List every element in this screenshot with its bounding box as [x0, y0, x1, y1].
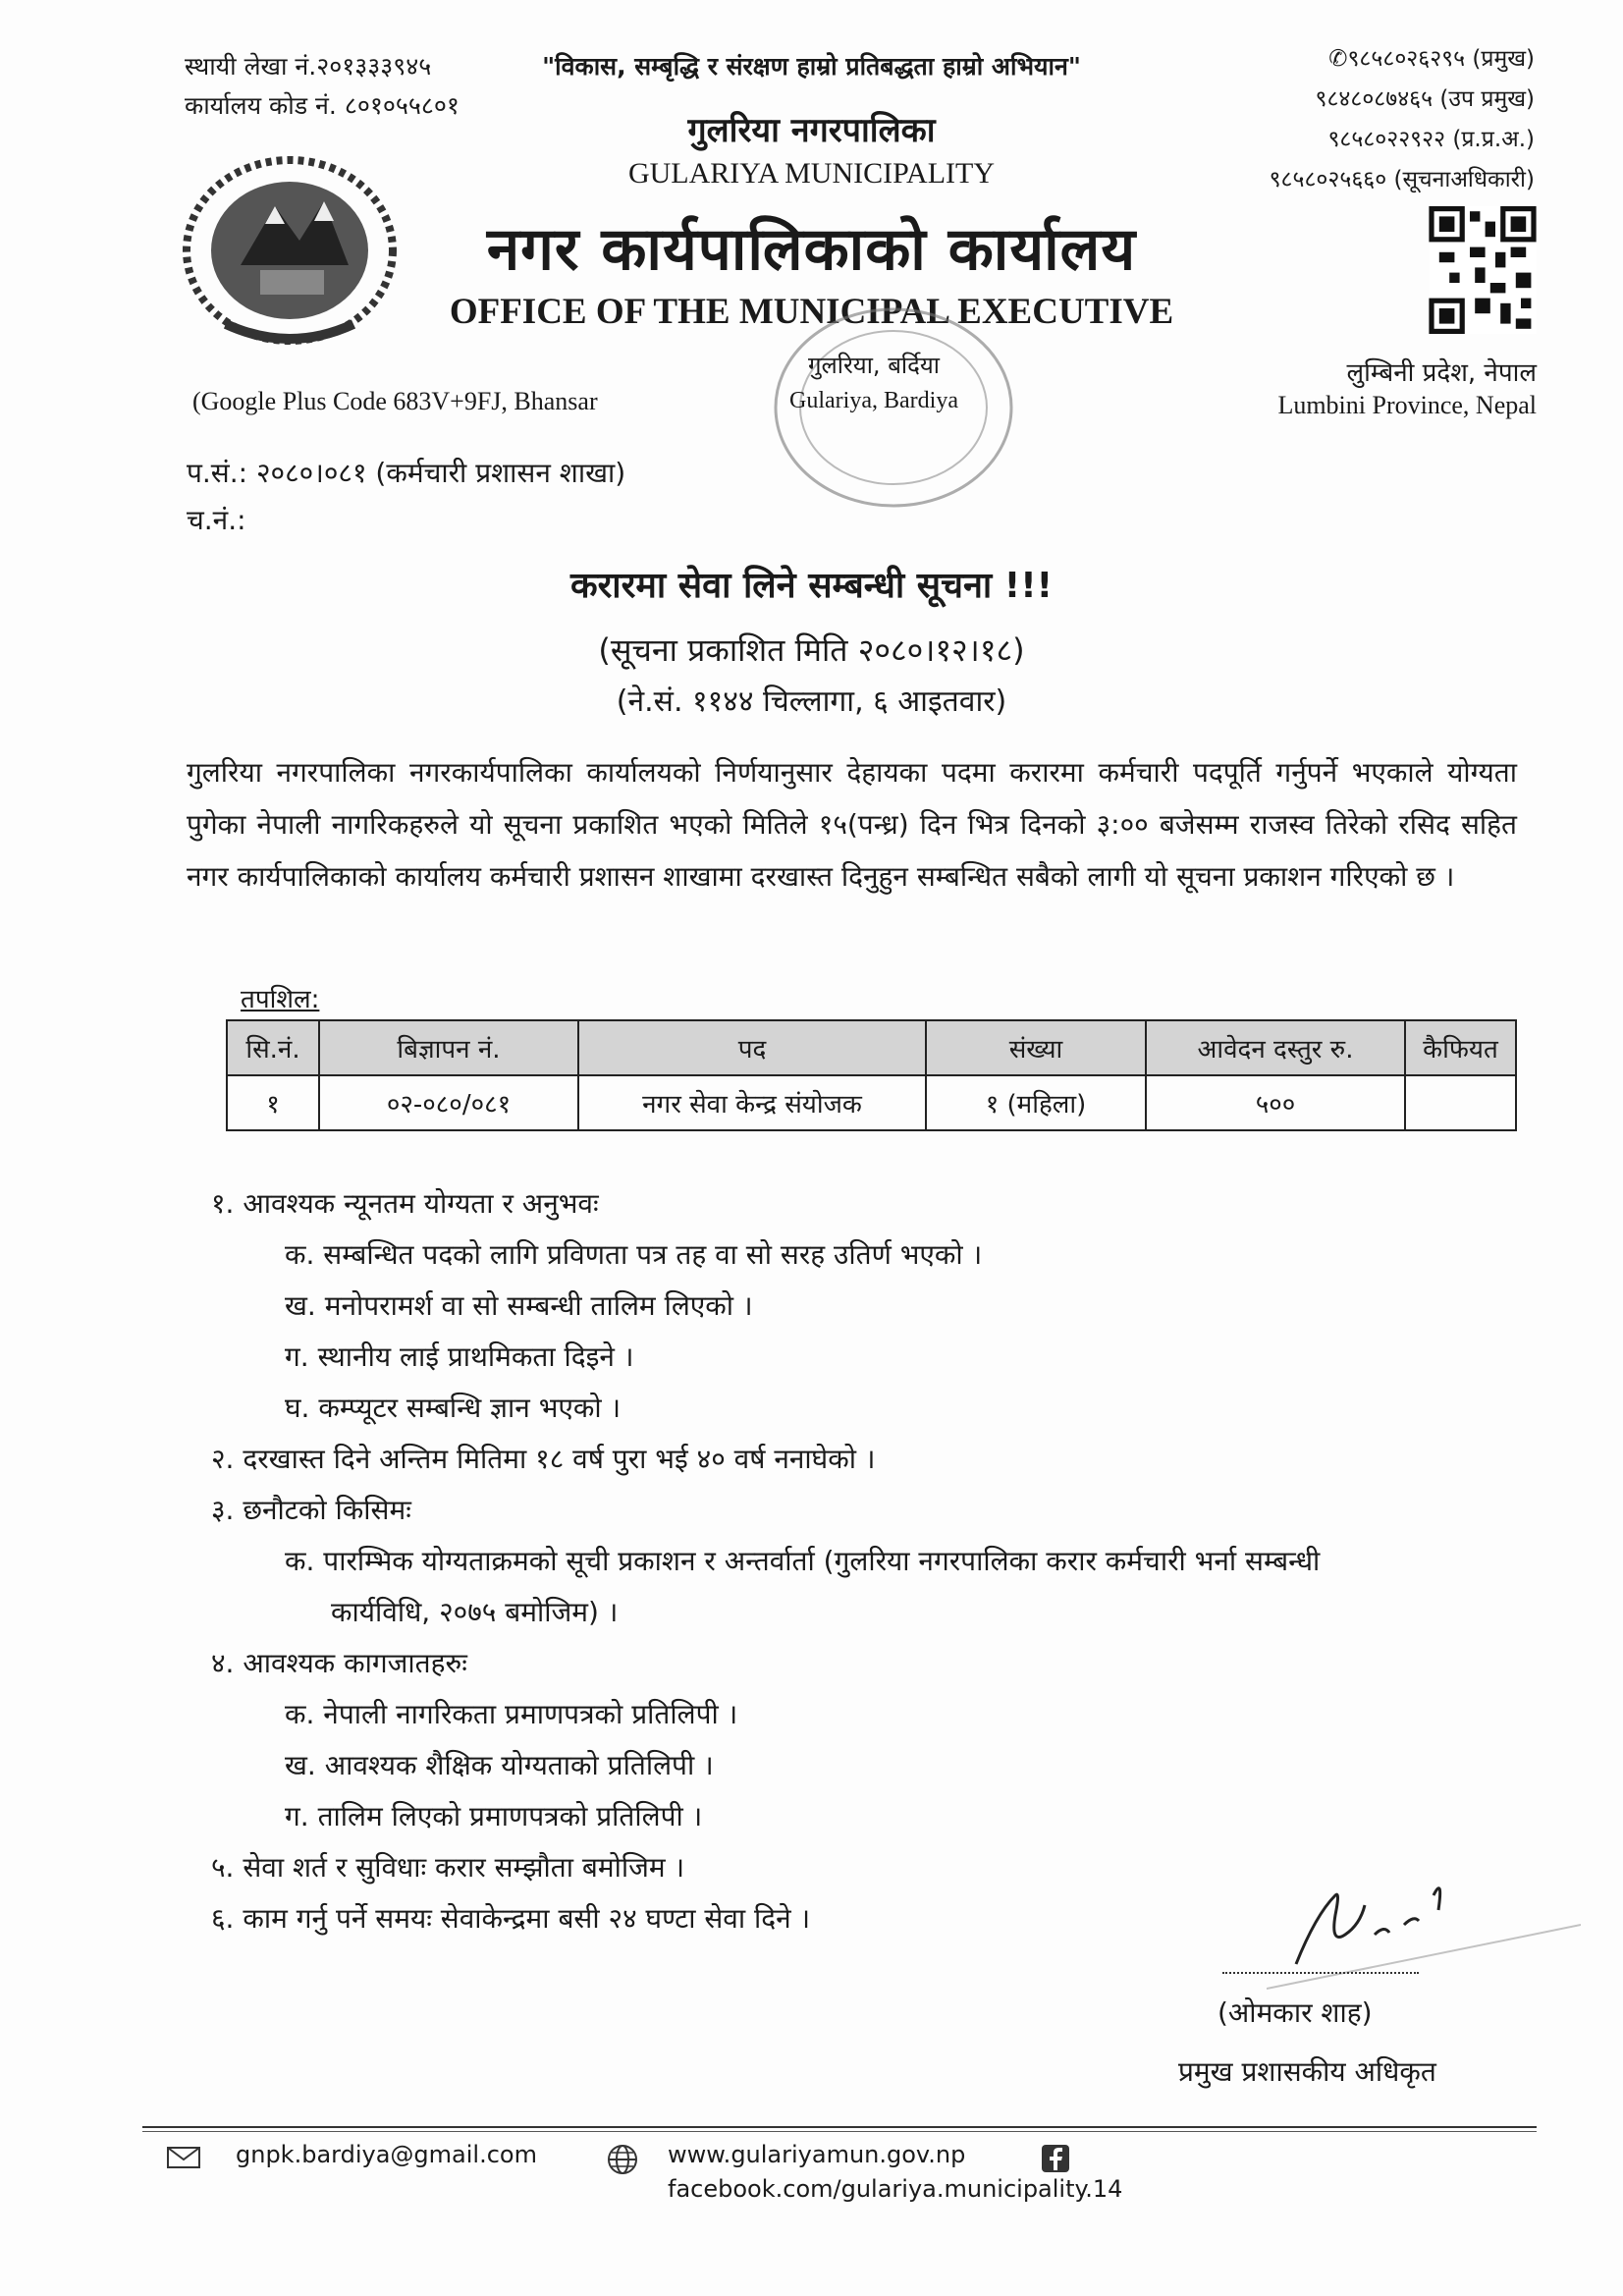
- col-ad-no: बिज्ञापन नं.: [319, 1020, 578, 1075]
- globe-icon: [607, 2144, 638, 2175]
- notice-body: गुलरिया नगरपालिका नगरकार्यपालिका कार्यालयको निर्णयानुसार देहायका पदमा करारमा कर्मचारी पदपूर्ति गर्नुपर्ने भएकाले योग्यता पुगेका नेपाली नागरिकहरुले यो सूचना प्रकाशित भएको मितिले १५(पन्ध्र) दिन भित्र दिनको ३:०० बजेसम्म राजस्व तिरेको रसिद सहित नगर कार्यपालिकाको कार्यालय कर्मचारी प्रशासन शाखामा दरखास्त दिनुहुन सम्बन्धित सबैको लागी यो सूचना प्रकाशन गरिएको छ ।: [187, 756, 1517, 893]
- slogan: "विकास, सम्बृद्धि र संरक्षण हाम्रो प्रतिबद्धता हाम्रो अभियान": [542, 52, 1081, 81]
- cell-post: नगर सेवा केन्द्र संयोजक: [578, 1075, 926, 1130]
- req-6: ६. काम गर्नु पर्ने समयः सेवाकेन्द्रमा बसी २४ घण्टा सेवा दिने ।: [211, 1902, 811, 1935]
- phone-deputy: ९८४८०८७४६५ (उप प्रमुख): [1315, 86, 1535, 112]
- footer-website[interactable]: www.gulariyamun.gov.np: [668, 2141, 966, 2168]
- cell-sn: १: [227, 1075, 319, 1130]
- requirements-list: [211, 1178, 1320, 1944]
- cell-fee: ५००: [1146, 1075, 1405, 1130]
- footer-divider-thin: [142, 2131, 1537, 2132]
- office-name-en: OFFICE OF THE MUNICIPAL EXECUTIVE: [449, 292, 1174, 332]
- notice-title: करारमा सेवा लिने सम्बन्धी सूचना !!!: [569, 566, 1054, 606]
- col-count: संख्या: [926, 1020, 1146, 1075]
- province-np: लुम्बिनी प्रदेश, नेपाल: [1346, 358, 1537, 388]
- phone-list: [1270, 39, 1535, 200]
- location-en: Gulariya, Bardiya: [789, 388, 958, 413]
- req-1c: ग. स्थानीय लाई प्राथमिकता दिइने ।: [285, 1340, 634, 1373]
- req-5: ५. सेवा शर्त र सुविधाः करार सम्झौता बमोजिम ।: [211, 1851, 685, 1884]
- phone-cao: ९८५८०२२९२२ (प्र.प्र.अ.): [1327, 127, 1535, 152]
- signature-icon: [1267, 1856, 1581, 2003]
- footer-email[interactable]: gnpk.bardiya@gmail.com: [236, 2141, 537, 2168]
- req-1: १. आवश्यक न्यूनतम योग्यता र अनुभवः: [211, 1187, 599, 1220]
- signatory-title: प्रमुख प्रशासकीय अधिकृत: [1178, 2055, 1436, 2088]
- col-fee: आवेदन दस्तुर रु.: [1146, 1020, 1405, 1075]
- req-4c: ग. तालिम लिएको प्रमाणपत्रको प्रतिलिपी ।: [285, 1800, 703, 1832]
- letter-number: प.सं.: २०८०।०८१ (कर्मचारी प्रशासन शाखा): [187, 457, 626, 489]
- cell-ad-no: ०२-०८०/०८१: [319, 1075, 578, 1130]
- province-en: Lumbini Province, Nepal: [1277, 391, 1537, 419]
- req-3a: क. पारम्भिक योग्यताक्रमको सूची प्रकाशन र अन्तर्वार्ता (गुलरिया नगरपालिका करार कर्मचारी भर्ना सम्बन्धी: [285, 1545, 1321, 1577]
- col-sn: सि.नं.: [227, 1020, 319, 1075]
- publish-date: (सूचना प्रकाशित मिति २०८०।१२।१८): [598, 631, 1025, 669]
- table-header-row: [227, 1020, 1516, 1075]
- req-1a: क. सम्बन्धित पदको लागि प्रविणता पत्र तह वा सो सरह उतिर्ण भएको ।: [285, 1238, 983, 1271]
- req-3: ३. छनौटको किसिमः: [211, 1494, 411, 1526]
- office-name-np: नगर कार्यपालिकाको कार्यालय: [486, 215, 1137, 284]
- req-4a: क. नेपाली नागरिकता प्रमाणपत्रको प्रतिलिपी ।: [285, 1698, 738, 1730]
- facebook-icon: [1041, 2144, 1070, 2173]
- google-plus-code: (Google Plus Code 683V+9FJ, Bhansar: [192, 387, 598, 415]
- nepal-sambat-date: (ने.सं. ११४४ चिल्लागा, ६ आइतवार): [616, 684, 1007, 719]
- dispatch-number: च.नं.:: [187, 504, 246, 536]
- signatory-name: (ओमकार शाह): [1217, 1996, 1373, 2029]
- req-1d: घ. कम्प्यूटर सम्बन्धि ज्ञान भएको ।: [285, 1392, 622, 1424]
- req-1b: ख. मनोपरामर्श वा सो सम्बन्धी तालिम लिएको ।: [285, 1289, 753, 1322]
- details-label: तपशिल:: [241, 985, 320, 1014]
- req-4: ४. आवश्यक कागजातहरुः: [211, 1647, 467, 1679]
- mail-icon: [167, 2147, 200, 2168]
- footer-divider: [142, 2126, 1537, 2128]
- signature-line: [1222, 1972, 1419, 1974]
- req-3a-cont: कार्यविधि, २०७५ बमोजिम) ।: [331, 1596, 619, 1628]
- municipality-name-en: GULARIYA MUNICIPALITY: [627, 157, 996, 190]
- qr-code-icon: [1429, 206, 1537, 334]
- pan-number: स्थायी लेखा नं.२०१३३३९४५: [185, 52, 432, 81]
- phone-mayor: ✆९८५८०२६२९५ (प्रमुख): [1328, 46, 1535, 72]
- footer-facebook[interactable]: facebook.com/gulariya.municipality.14: [668, 2175, 1123, 2203]
- col-remarks: कैफियत: [1405, 1020, 1516, 1075]
- col-post: पद: [578, 1020, 926, 1075]
- phone-info-officer: ९८५८०२५६६० (सूचनाअधिकारी): [1269, 167, 1535, 192]
- office-code: कार्यालय कोड नं. ८०१०५५८०१: [185, 91, 460, 120]
- cell-count: १ (महिला): [926, 1075, 1146, 1130]
- req-4b: ख. आवश्यक शैक्षिक योग्यताको प्रतिलिपी ।: [285, 1749, 714, 1781]
- municipality-name-np: गुलरिया नगरपालिका: [687, 111, 936, 150]
- table-row: [227, 1075, 1516, 1130]
- req-2: २. दरखास्त दिने अन्तिम मितिमा १८ वर्ष पुरा भई ४० वर्ष ननाघेको ।: [211, 1443, 876, 1475]
- vacancy-table: [226, 1019, 1517, 1131]
- location-np: गुलरिया, बर्दिया: [807, 352, 940, 379]
- cell-remarks: [1405, 1075, 1516, 1130]
